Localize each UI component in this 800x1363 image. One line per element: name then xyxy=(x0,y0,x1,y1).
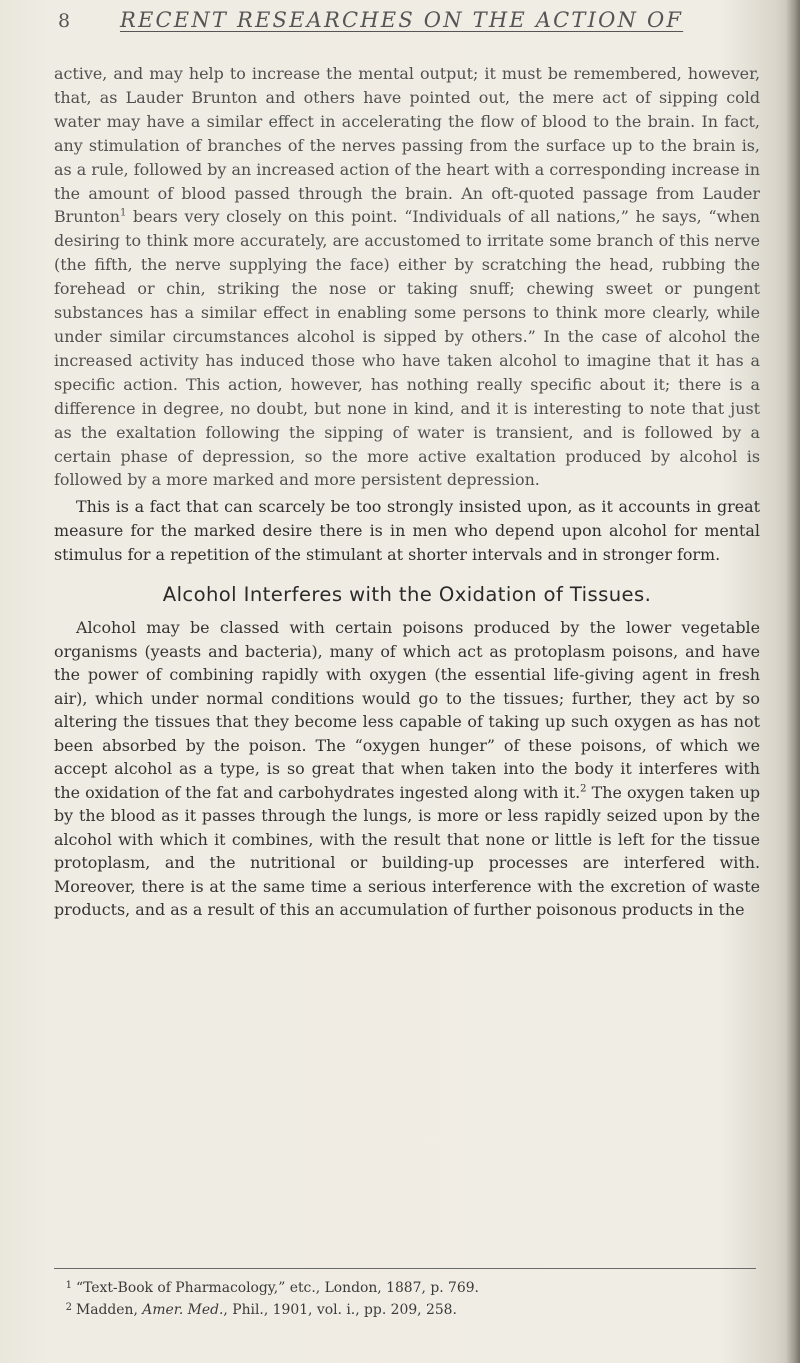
footnote-2-author: Madden, xyxy=(76,1302,143,1318)
footnote-1-text: “Text-Book of Pharmacology,” etc., London, 1887, p. 769. xyxy=(76,1280,479,1296)
footnote-ref-2: 2 xyxy=(580,783,587,795)
footnote-2-details: , Phil., 1901, vol. i., pp. 209, 258. xyxy=(223,1302,457,1318)
running-head xyxy=(58,6,758,34)
footnote-1 xyxy=(54,1276,760,1298)
paragraph-3-part-b: The oxygen taken up by the blood as it passes through the lungs, is more or less rapidly seized upon by the alcohol with which it combines, with the result that none or little is left for the tissue protoplasm, and the nutritional or building-up processes are interfered with. Moreover, there is at the same time a serious interference with the excretion of waste products, and as a result of this an accumulation of further poisonous products in the xyxy=(54,782,761,920)
footnotes xyxy=(54,1276,760,1320)
paragraph-2: This is a fact that can scarcely be too strongly insisted upon, as it accounts in great measure for the marked desire there is in men who depend upon alcohol for mental stimulus for a repetition of the stimulant at shorter intervals and in stronger form. xyxy=(54,497,760,565)
page-number: 8 xyxy=(58,10,71,32)
footnote-ref-1: 1 xyxy=(119,208,127,220)
section-heading: Alcohol Interferes with the Oxidation of Tissues. xyxy=(162,583,652,607)
body-text xyxy=(54,62,760,922)
paragraph-1-part-a: active, and may help to increase the mental output; it must be remembered, however, that, as Lauder Brunton and others have pointed out, the mere act of sipping cold water may have a similar effect in accelerating the flow of blood to the brain. In fact, any stimulation of branches of the nerves passing from the surface up to the brain is, as a rule, followed by an increased action of the heart with a corresponding increase in the amount of blood passed through the brain. An oft-quoted passage from Lauder Brunton xyxy=(54,64,760,227)
running-title: RECENT RESEARCHES ON THE ACTION OF xyxy=(120,8,684,32)
page-edge-shadow xyxy=(786,0,800,1363)
footnote-1-mark: 1 xyxy=(65,1280,72,1291)
footnote-2-mark: 2 xyxy=(65,1302,72,1313)
paragraph-1 xyxy=(54,62,760,492)
paragraph-3 xyxy=(54,616,760,922)
paragraph-1-part-b: bears very closely on this point. “Individuals of all nations,” he says, “when desiring to think more accurately, are accustomed to irritate some branch of this nerve (the fifth, the nerve supplying the face) either by scratching the head, rubbing the forehead or chin, striking the nose or taking snuff; chewing sweet or pungent substances has a similar effect in enabling some persons to think more clearly, while under similar circumstances alcohol is sipped by others.” In the case of alcohol the increased activity has induced those who have taken alcohol to imagine that it has a specific action. This action, however, has nothing really specific about it; there is a difference in degree, no doubt, but none in kind, and it is interesting to note that just as the exaltation following the sipping of water is transient, and is followed by a certain phase of depression, so the more active exaltation produced by alcohol is followed by a more marked and more persistent depression. xyxy=(54,207,760,490)
footnote-rule xyxy=(54,1268,756,1269)
footnote-2 xyxy=(54,1298,760,1320)
footnote-2-journal: Amer. Med. xyxy=(142,1302,224,1318)
paragraph-3-part-a: Alcohol may be classed with certain poisons produced by the lower vegetable organisms (yeasts and bacteria), many of which act as protoplasm poisons, and have the power of combining rapidly with oxygen (the essential life-giving agent in fresh air), which under normal conditions would go to the tissues; further, they act by so altering the tissues that they become less capable of taking up such oxygen as has not been absorbed by the poison. The “oxygen hunger” of these poisons, of which we accept alcohol as a type, is so great that when taken into the body it interferes with the oxidation of the fat and carbohydrates ingested along with it. xyxy=(54,618,760,802)
